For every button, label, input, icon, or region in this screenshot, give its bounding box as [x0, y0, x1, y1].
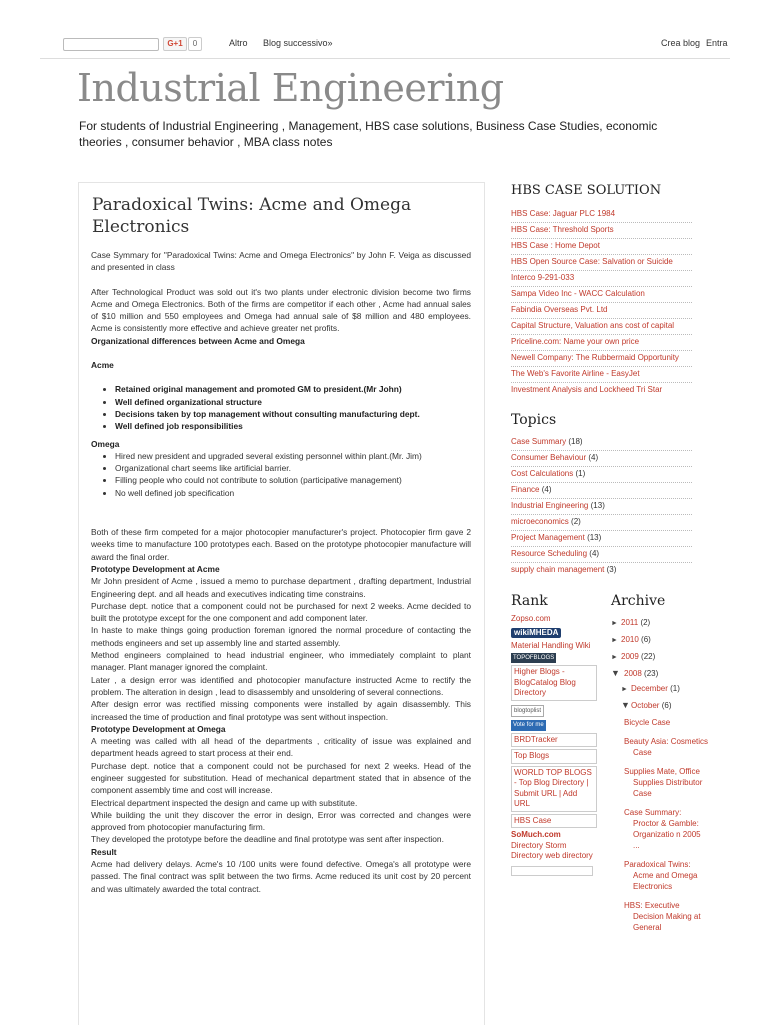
list-item: • Well defined job responsibilities [115, 420, 471, 432]
vote-for-me-badge[interactable]: Vote for me [511, 720, 546, 731]
collapse-down-icon[interactable]: ▼ [621, 700, 630, 710]
archive-year-2011[interactable]: 2011 [621, 618, 639, 627]
hbs-case-image-link[interactable]: HBS Case [511, 814, 597, 829]
archive-post-link[interactable]: Case Summary: Proctor & Gamble: Organizatio n 2005 ... [624, 808, 701, 850]
topic-link[interactable]: Resource Scheduling [511, 549, 588, 558]
post-paragraph: Both of these firm competed for a major photocopier manufacturer's project. Photocopier firm gave 2 weeks time to manufacture 100 prototypes each. Based on the prototype photocopier manufacture will award the final order. [91, 527, 471, 562]
blog-description: For students of Industrial Engineering , Management, HBS case solutions, Business Case Studies, economic theories , consumer behavior , MBA class notes [79, 119, 658, 149]
hbs-link[interactable]: The Web's Favorite Airline - EasyJet [511, 367, 692, 383]
omega-prototype-heading: Prototype Development at Omega [91, 723, 226, 734]
zopso-link[interactable]: Zopso.com [511, 614, 551, 623]
navbar-divider [40, 58, 730, 59]
archive-post-link[interactable]: Beauty Asia: Cosmetics Case [624, 737, 709, 757]
archive-post-link[interactable]: HBS: Executive Decision Making at General [624, 901, 701, 932]
topics-list [511, 435, 692, 578]
hbs-link[interactable]: HBS Case: Threshold Sports [511, 223, 692, 239]
world-top-blogs-link[interactable]: WORLD TOP BLOGS - Top Blog Directory | Submit URL | Add URL [511, 766, 597, 812]
topofblogs-badge[interactable]: TOPOFBLOGS [511, 653, 556, 664]
directory-storm-link[interactable]: Directory Storm Directory web directory [511, 840, 593, 860]
post-paragraph: Purchase dept. notice that a component could not be purchased for next 2 weeks. Acme decided to built the prototype except for the one component and add component later. [91, 600, 471, 624]
archive-count: (1) [670, 684, 680, 693]
topic-item [511, 515, 692, 531]
gplus-count: 0 [188, 37, 202, 51]
acme-heading: Acme [91, 360, 114, 371]
archive-heading: Archive [611, 593, 666, 609]
top-blogs-link[interactable]: Top Blogs [511, 749, 597, 764]
list-item: • Retained original management and promoted GM to president.(Mr John) [115, 383, 471, 395]
hbs-link[interactable]: HBS Open Source Case: Salvation or Suicide [511, 255, 692, 271]
hbs-link[interactable]: Fabindia Overseas Pvt. Ltd [511, 303, 692, 319]
post-paragraph: Later , a design error was identified and photocopier manufacture instructed Acme to rectify the problem. The alteration in design , lead to disassembly and unsoldering of several connections. [91, 674, 471, 697]
blog-title[interactable]: Industrial Engineering [77, 66, 504, 110]
topic-item [511, 451, 692, 467]
higher-blogs-link[interactable]: Higher Blogs - BlogCatalog Blog Directory [511, 665, 597, 701]
post-paragraph: In haste to make things going production foreman ignored the normal procedure of contacting the methods engineers and set up assembly line and started assembly. [91, 625, 471, 648]
archive-count: (6) [661, 701, 672, 710]
post-intro: Case Symmary for "Paradoxical Twins: Acme and Omega Electronics" by John F. Veiga as discussed and presented in class [91, 250, 471, 273]
org-differences-heading: Organizational differences between Acme and Omega [91, 335, 305, 346]
hbs-link[interactable]: Interco 9-291-033 [511, 271, 692, 287]
topic-item [511, 483, 692, 499]
archive-month-october[interactable]: October [631, 701, 660, 710]
create-blog-link[interactable]: Crea blog [661, 38, 701, 48]
hbs-link[interactable]: Priceline.com: Name your own price [511, 335, 692, 351]
hbs-link[interactable]: Investment Analysis and Lockheed Tri Star [511, 385, 663, 394]
rank-heading: Rank [511, 593, 548, 609]
hbs-link[interactable]: HBS Case : Home Depot [511, 239, 692, 255]
topic-link[interactable]: Industrial Engineering [511, 501, 589, 510]
topic-count: (4) [541, 485, 552, 494]
post-title[interactable]: Paradoxical Twins: Acme and Omega Electronics [92, 195, 412, 237]
topic-link[interactable]: supply chain management [511, 565, 605, 574]
topic-link[interactable]: Consumer Behaviour [511, 453, 587, 462]
topic-item [511, 547, 692, 563]
expand-right-icon[interactable]: ► [611, 637, 618, 644]
search-input[interactable] [63, 38, 159, 51]
hbs-link[interactable]: Newell Company: The Rubbermaid Opportunity [511, 351, 692, 367]
post-paragraph: Mr John president of Acme , issued a memo to purchase department , drafting department, Industrial Engineering dept. and all heads and executives indicating time constrains. [91, 576, 471, 599]
acme-prototype-heading: Prototype Development at Acme [91, 563, 220, 574]
topic-count: (4) [588, 453, 599, 462]
archive-year-2008[interactable]: 2008 [624, 669, 642, 678]
topic-link[interactable]: microeconomics [511, 517, 569, 526]
archive-count: (2) [640, 618, 651, 627]
post-paragraph: Acme had delivery delays. Acme's 10 /100 units were found defective. Omega's all prototype were passed. The final contract was split between the two firms. Acme reduced its unit cost by 20 percent and was ultimately awarded the total contract. [91, 859, 471, 894]
sign-in-link[interactable]: Entra [706, 38, 728, 48]
blog-archive [611, 615, 721, 933]
archive-year-2010[interactable]: 2010 [621, 635, 639, 644]
post-paragraph: Method engineers complained to head industrial engineer, who immediately complaint to plant manager. Plant manager ignored the complaint. [91, 650, 471, 673]
somuch-link[interactable]: SoMuch.com [511, 830, 561, 839]
post-body [91, 249, 471, 895]
more-link[interactable]: Altro [229, 38, 248, 48]
topic-link[interactable]: Project Management [511, 533, 585, 542]
topic-link[interactable]: Case Summary [511, 437, 567, 446]
archive-post-link[interactable]: Paradoxical Twins: Acme and Omega Electronics [624, 860, 698, 891]
archive-count: (23) [644, 669, 659, 678]
topic-count: (2) [571, 517, 581, 526]
material-handling-link[interactable]: Material Handling Wiki [511, 641, 591, 650]
collapse-down-icon[interactable]: ▼ [611, 668, 620, 678]
topic-count: (4) [589, 549, 600, 558]
gplus-button[interactable]: G+1 [163, 37, 187, 51]
archive-count: (6) [641, 635, 651, 644]
omega-list [91, 450, 471, 499]
hbs-case-list [511, 207, 692, 398]
topic-count: (18) [568, 437, 583, 446]
archive-count: (22) [641, 652, 656, 661]
topic-item [511, 435, 692, 451]
topic-count: (13) [587, 533, 602, 542]
archive-post-link[interactable]: Supplies Mate, Office Supplies Distributor Case [624, 767, 703, 798]
topic-count: (3) [606, 565, 617, 574]
topic-item [511, 467, 692, 483]
omega-heading: Omega [91, 438, 120, 449]
result-heading: Result [91, 846, 117, 857]
archive-year-2009[interactable]: 2009 [621, 652, 639, 661]
post-paragraph: While building the unit they discover the error in design, Error was corrected and changes were approved from photocopier manufacturing firm. [91, 809, 471, 833]
topic-link[interactable]: Cost Calculations [511, 469, 574, 478]
navbar [0, 0, 768, 60]
hbs-link[interactable]: Sampa Video Inc - WACC Calculation [511, 287, 692, 303]
topic-item [511, 563, 692, 578]
archive-post-link[interactable]: Bicycle Case [624, 718, 671, 727]
topic-item [511, 499, 692, 515]
post-paragraph: A meeting was called with all head of the departments , criticality of issue was explained and department heads agreed to start process at their end. [91, 736, 471, 759]
post-paragraph: After Technological Product was sold out it's two plants under electronic division become two firms Acme and Omega Electronics. Both of the firms are competitor if each other , Acme had annual sales of $10 million and 550 employees and Omega had annual sale of $8 million and 480 employees. Acme is consistently more effective and achieve greater net profits. [91, 286, 471, 334]
expand-right-icon[interactable]: ► [621, 686, 628, 693]
hbs-link[interactable]: HBS Case: Jaguar PLC 1984 [511, 207, 692, 223]
list-item: • Hired new president and upgraded several existing personnel within plant.(Mr. Jim) [115, 450, 471, 462]
blogtoplist-badge[interactable]: blogtoplist [511, 705, 544, 718]
post-paragraph: After design error was rectified missing components were installed by again disassembly. This increased the time of production and final prototype was sent without inspection. [91, 699, 471, 722]
hbs-link[interactable]: Capital Structure, Valuation ans cost of capital [511, 319, 692, 335]
expand-right-icon[interactable]: ► [611, 654, 618, 661]
archive-month-december[interactable]: December [631, 684, 668, 693]
mheda-badge[interactable]: wikiMHEDA [511, 628, 561, 639]
list-item: • Filling people who could not contribute to solution (participative management) [115, 474, 471, 486]
post-paragraph: They developed the prototype before the deadline and final prototype was sent after inspection. [91, 834, 444, 845]
brdtracker-link[interactable]: BRDTracker [511, 733, 597, 748]
post-paragraph: Purchase dept. notice that a component could not be purchased for next 2 weeks. Head of the engineer suggested for substitution. Head of mechanical department stated that in absence of the component assembly time and cost will increase. [91, 760, 471, 796]
list-item: • Decisions taken by top management without consulting manufacturing dept. [115, 408, 471, 420]
expand-right-icon[interactable]: ► [611, 620, 618, 627]
list-item: • Well defined organizational structure [115, 396, 471, 408]
topic-link[interactable]: Finance [511, 485, 540, 494]
acme-list [91, 383, 471, 432]
topic-count: (1) [575, 469, 586, 478]
post-paragraph: Electrical department inspected the design and came up with substitute. [91, 797, 358, 808]
topic-count: (13) [590, 501, 605, 510]
directory-image-placeholder [511, 866, 593, 876]
list-item: • Organizational chart seems like artificial barrier. [115, 462, 471, 474]
next-blog-link[interactable]: Blog successivo» [263, 38, 333, 48]
topics-heading: Topics [511, 412, 557, 428]
hbs-heading: HBS CASE SOLUTION [511, 183, 662, 198]
list-item: • No well defined job specification [115, 487, 471, 499]
topic-item [511, 531, 692, 547]
rank-widget [511, 614, 597, 876]
